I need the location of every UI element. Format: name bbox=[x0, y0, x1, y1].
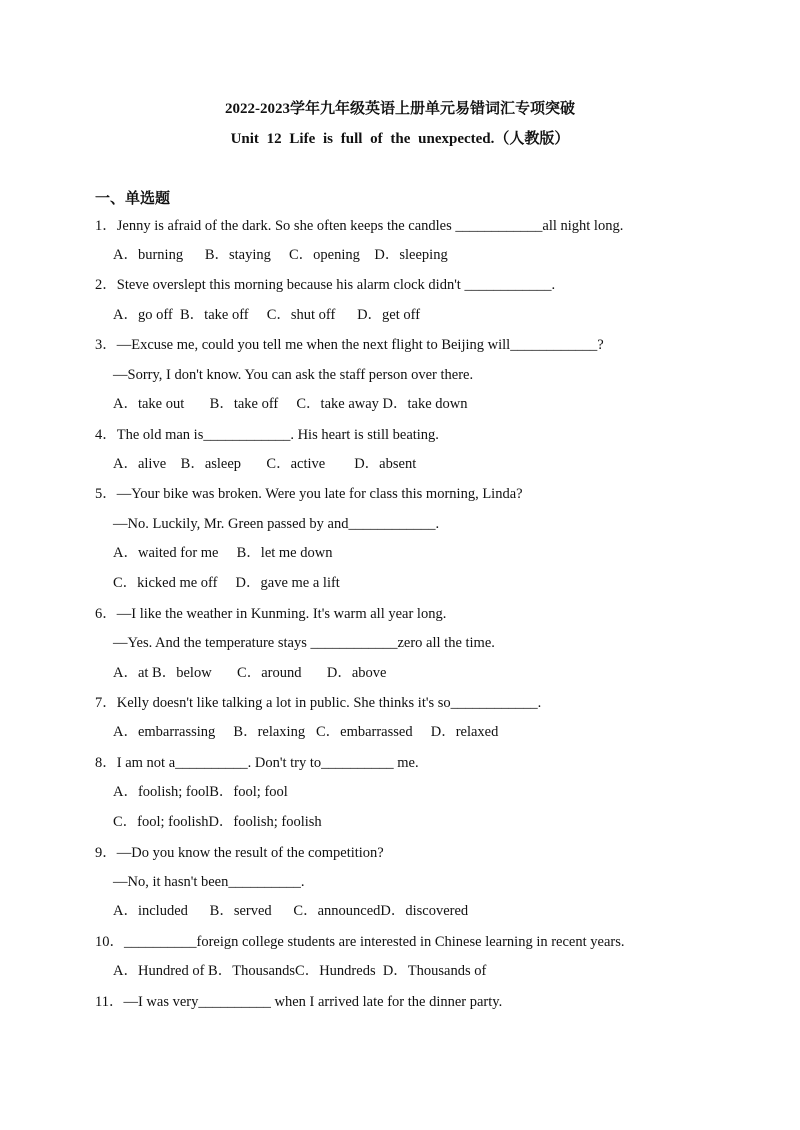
question-3: 3．—Excuse me, could you tell me when the next flight to Beijing will____________? bbox=[95, 337, 604, 353]
question-3-options: A．take out B．take off C．take away D．take down bbox=[113, 396, 468, 412]
question-8-options-cd: C．fool; foolishD．foolish; foolish bbox=[113, 814, 322, 830]
question-6-reply: —Yes. And the temperature stays ____________zero all the time. bbox=[113, 635, 495, 651]
question-8: 8．I am not a__________. Don't try to__________ me. bbox=[95, 755, 419, 771]
question-8-options-ab: A．foolish; foolB．fool; fool bbox=[113, 784, 288, 800]
section-heading: 一、单选题 bbox=[95, 191, 171, 207]
question-5: 5．—Your bike was broken. Were you late for class this morning, Linda? bbox=[95, 486, 523, 502]
page-title: 2022-2023学年九年级英语上册单元易错词汇专项突破 bbox=[225, 101, 575, 117]
question-1: 1．Jenny is afraid of the dark. So she often keeps the candles ____________all night long. bbox=[95, 218, 624, 234]
question-5-options-ab: A．waited for me B．let me down bbox=[113, 545, 333, 561]
question-1-options: A．burning B．staying C．opening D．sleeping bbox=[113, 247, 448, 263]
question-5-reply: —No. Luckily, Mr. Green passed by and____________. bbox=[113, 516, 440, 532]
question-6-options: A．at B．below C．around D．above bbox=[113, 665, 387, 681]
question-7-options: A．embarrassing B．relaxing C．embarrassed D．relaxed bbox=[113, 724, 499, 740]
page-subtitle: Unit 12 Life is full of the unexpected.（人教版） bbox=[230, 131, 570, 147]
question-6: 6．—I like the weather in Kunming. It's warm all year long. bbox=[95, 606, 447, 622]
question-11: 11．—I was very__________ when I arrived late for the dinner party. bbox=[95, 994, 503, 1010]
question-10-options: A．Hundred of B．ThousandsC．Hundreds D．Thousands of bbox=[113, 963, 487, 979]
question-3-reply: —Sorry, I don't know. You can ask the staff person over there. bbox=[113, 367, 474, 383]
question-9-reply: —No, it hasn't been__________. bbox=[113, 874, 305, 890]
question-4: 4．The old man is____________. His heart is still beating. bbox=[95, 427, 439, 443]
question-4-options: A．alive B．asleep C．active D．absent bbox=[113, 456, 417, 472]
question-10: 10．__________foreign college students are interested in Chinese learning in recent years. bbox=[95, 934, 625, 950]
question-9-options: A．included B．served C．announcedD．discovered bbox=[113, 903, 469, 919]
question-7: 7．Kelly doesn't like talking a lot in public. She thinks it's so____________. bbox=[95, 695, 542, 711]
question-5-options-cd: C．kicked me off D．gave me a lift bbox=[113, 575, 340, 591]
question-2: 2．Steve overslept this morning because his alarm clock didn't ____________. bbox=[95, 277, 556, 293]
question-2-options: A．go off B．take off C．shut off D．get off bbox=[113, 307, 421, 323]
question-9: 9．—Do you know the result of the competition? bbox=[95, 845, 384, 861]
